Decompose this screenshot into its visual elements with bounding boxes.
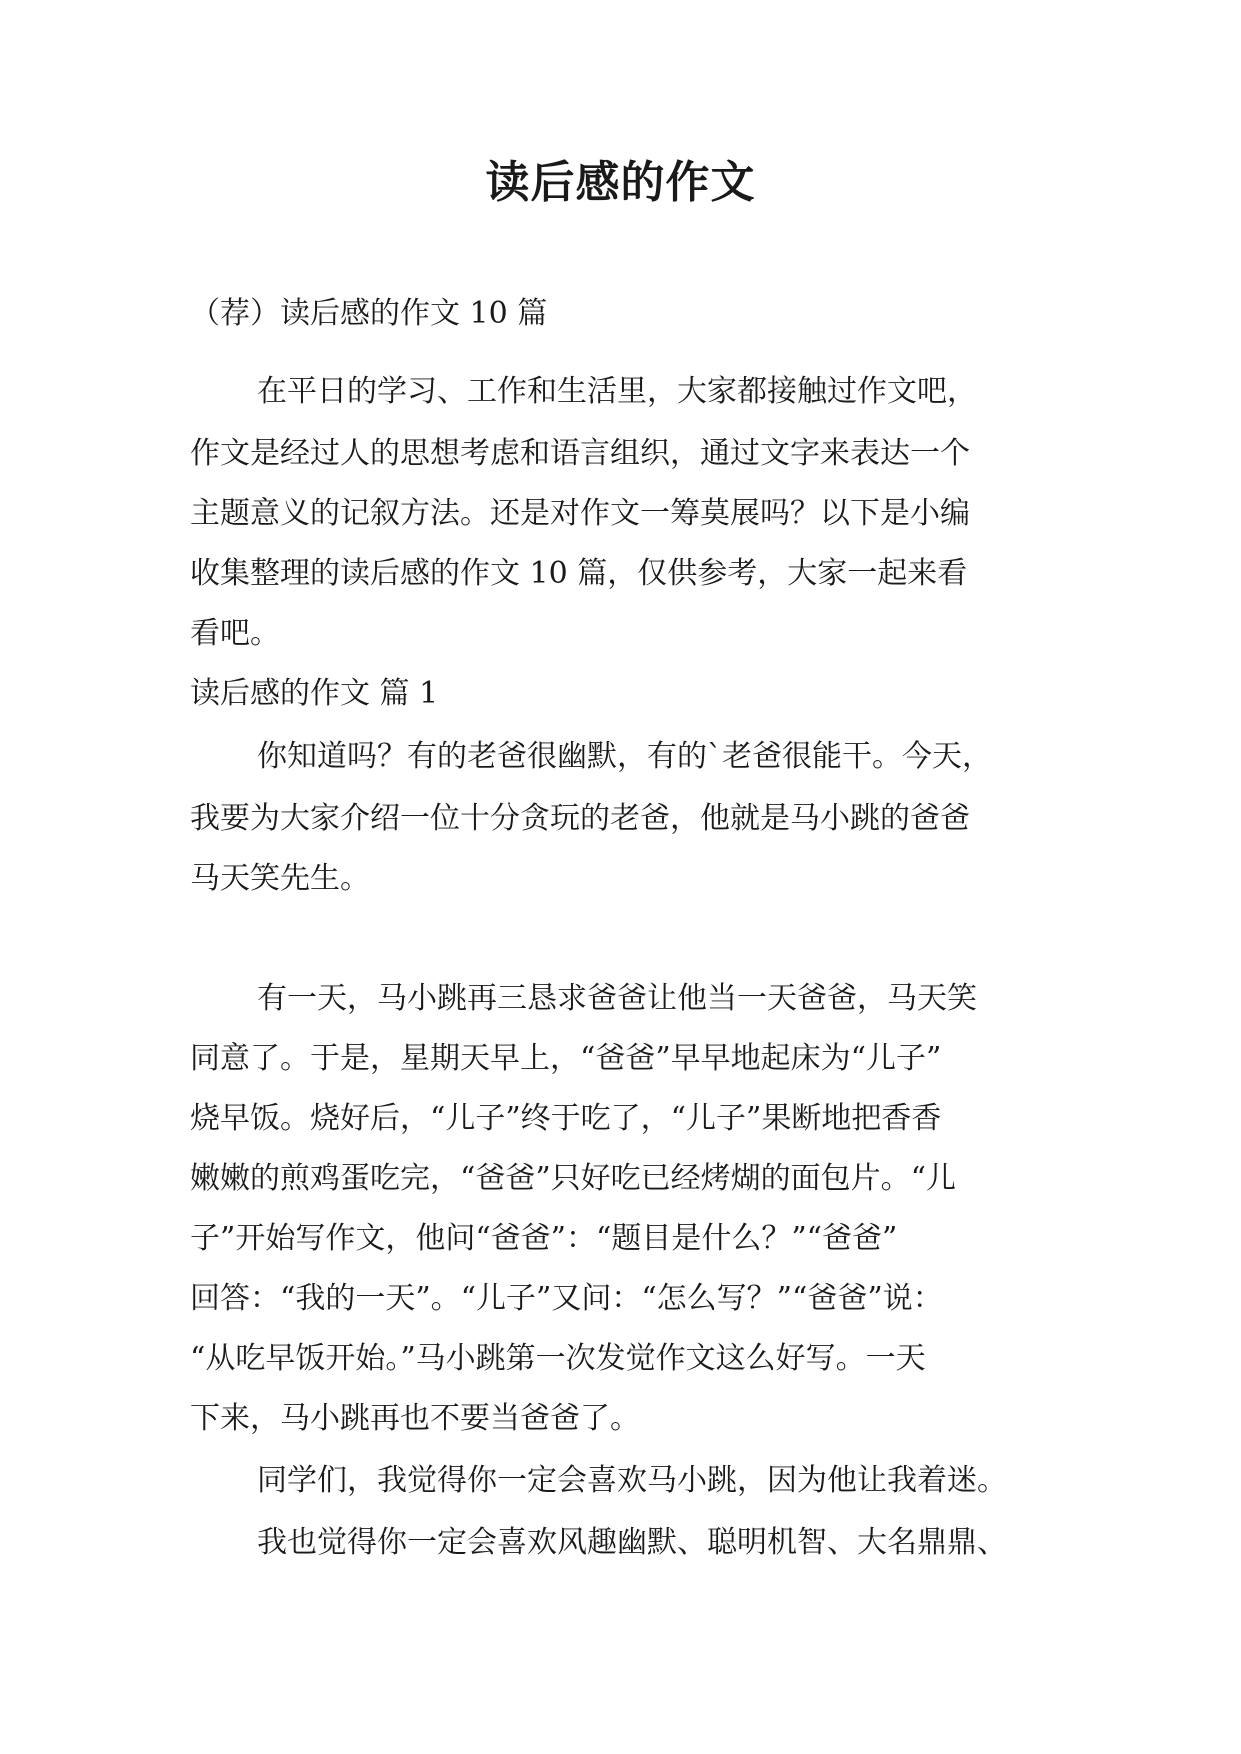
paragraph-line: 我要为大家介绍一位十分贪玩的老爸，他就是马小跳的爸爸 xyxy=(190,801,970,836)
paragraph-line: 同意了。于是，星期天早上，“爸爸”早早地起床为“儿子” xyxy=(190,1041,942,1076)
intro-line: 看吧。 xyxy=(190,616,280,651)
paragraph-line: 回答：“我的一天”。“儿子”又问：“怎么写？”“爸爸”说： xyxy=(190,1281,943,1316)
paragraph-line: 同学们，我觉得你一定会喜欢马小跳，因为他让我着迷。 xyxy=(257,1463,1007,1498)
intro-line: 收集整理的读后感的作文 10 篇，仅供参考，大家一起来看 xyxy=(190,556,968,591)
paragraph-line: “从吃早饭开始。”马小跳第一次发觉作文这么好写。一天 xyxy=(190,1341,926,1376)
paragraph-line: 你知道吗？有的老爸很幽默，有的`老爸很能干。今天， xyxy=(257,739,992,774)
intro-line: 在平日的学习、工作和生活里，大家都接触过作文吧， xyxy=(257,374,977,409)
paragraph-line: 嫩嫩的煎鸡蛋吃完，“爸爸”只好吃已经烤煳的面包片。“儿 xyxy=(190,1161,957,1196)
paragraph-line: 有一天，马小跳再三恳求爸爸让他当一天爸爸，马天笑 xyxy=(257,981,977,1016)
paragraph-line: 我也觉得你一定会喜欢风趣幽默、聪明机智、大名鼎鼎、 xyxy=(257,1525,1007,1560)
intro-line: 作文是经过人的思想考虑和语言组织，通过文字来表达一个 xyxy=(190,436,970,471)
document-title: 读后感的作文 xyxy=(485,157,756,208)
paragraph-line: 马天笑先生。 xyxy=(190,861,370,896)
document-subtitle: （荐）读后感的作文 10 篇 xyxy=(190,296,548,331)
paragraph-line: 子”开始写作文，他问“爸爸”：“题目是什么？”“爸爸” xyxy=(190,1221,898,1256)
intro-line: 主题意义的记叙方法。还是对作文一筹莫展吗？以下是小编 xyxy=(190,496,970,531)
paragraph-line: 下来，马小跳再也不要当爸爸了。 xyxy=(190,1401,640,1436)
section-heading: 读后感的作文 篇 1 xyxy=(190,676,439,711)
paragraph-line: 烧早饭。烧好后，“儿子”终于吃了，“儿子”果断地把香香 xyxy=(190,1101,942,1136)
